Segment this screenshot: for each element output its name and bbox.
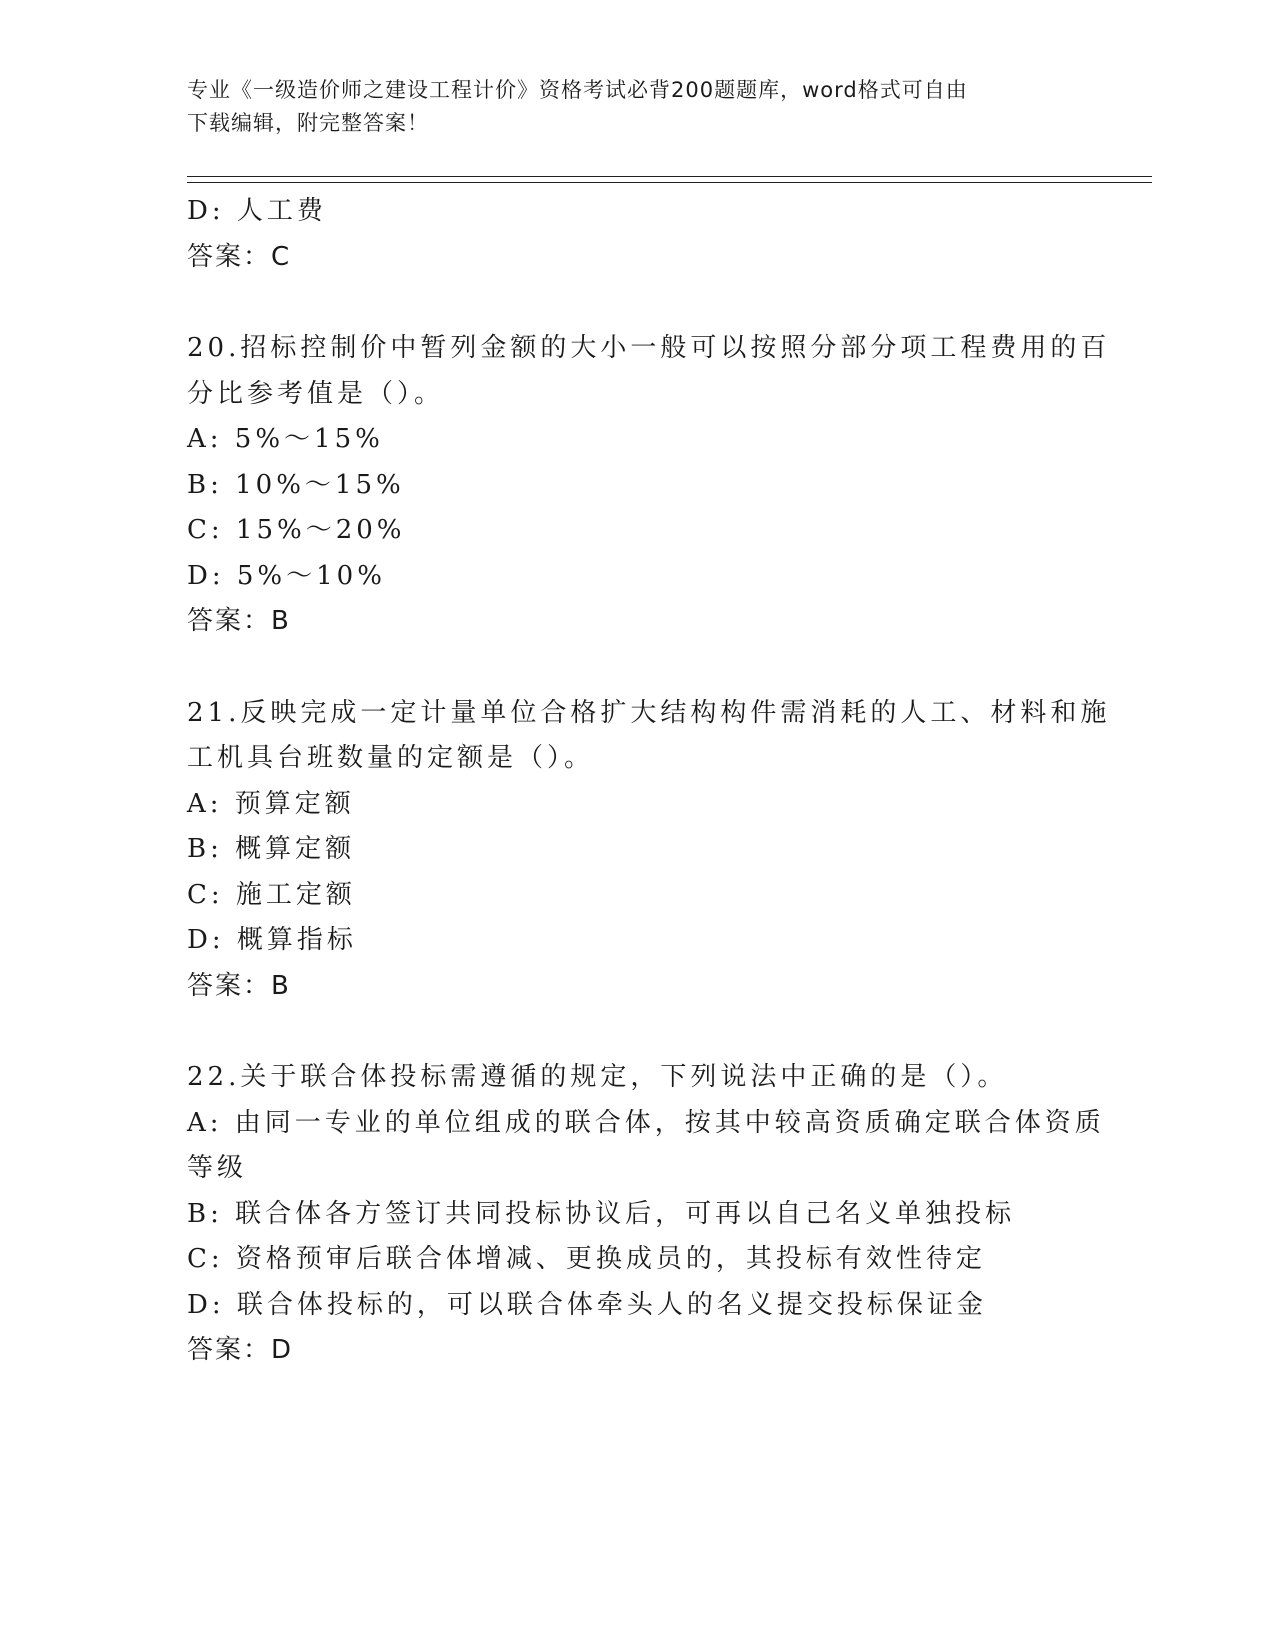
answer: 答案：B xyxy=(187,606,291,636)
answer: 答案：B xyxy=(187,970,291,1001)
question-20 xyxy=(187,326,1111,645)
header-divider-bottom xyxy=(187,182,1152,183)
answer: 答案：D xyxy=(187,1335,294,1365)
prev-answer: 答案：C xyxy=(187,241,292,272)
option-c: C: 施工定额 xyxy=(187,879,356,910)
spacer xyxy=(187,280,1107,326)
question-22 xyxy=(187,1055,1107,1374)
option-b: B: 概算定额 xyxy=(187,834,356,864)
spacer xyxy=(187,645,1107,691)
question-stem-line: 工机具台班数量的定额是（）。 xyxy=(187,743,595,773)
option-a: A: 由同一专业的单位组成的联合体，按其中较高资质确定联合体资质 xyxy=(187,1107,1105,1138)
option-a-continued: 等级 xyxy=(187,1153,248,1183)
option-c: C: 15%～20% xyxy=(187,515,406,545)
option-c: C: 资格预审后联合体增减、更换成员的，其投标有效性待定 xyxy=(187,1244,986,1274)
question-21 xyxy=(187,691,1111,1010)
option-b: B: 联合体各方签订共同投标协议后，可再以自己名义单独投标 xyxy=(187,1198,1016,1229)
option-d: D: 概算指标 xyxy=(187,925,357,955)
prev-option-d: D: 人工费 xyxy=(187,196,327,226)
header-divider-top xyxy=(187,176,1152,177)
option-d: D: 联合体投标的，可以联合体牵头人的名义提交投标保证金 xyxy=(187,1289,987,1320)
question-body xyxy=(187,189,1111,1374)
option-a: A: 5%～15% xyxy=(187,424,384,454)
question-stem-line: 20.招标控制价中暂列金额的大小一般可以按照分部分项工程费用的百 xyxy=(187,333,1111,363)
option-d: D: 5%～10% xyxy=(187,560,386,591)
option-b: B: 10%～15% xyxy=(187,469,405,500)
question-stem-line: 21.反映完成一定计量单位合格扩大结构构件需消耗的人工、材料和施 xyxy=(187,697,1111,728)
spacer xyxy=(187,1009,1107,1055)
question-stem-line: 分比参考值是（）。 xyxy=(187,378,445,409)
question-stem-line: 22.关于联合体投标需遵循的规定，下列说法中正确的是（）。 xyxy=(187,1062,1008,1092)
option-a: A: 预算定额 xyxy=(187,788,355,819)
header-line-2: 下载编辑，附完整答案！ xyxy=(187,111,429,135)
document-header xyxy=(187,74,1087,140)
header-line-1: 专业《一级造价师之建设工程计价》资格考试必背200题题库，word格式可自由 xyxy=(187,78,968,102)
